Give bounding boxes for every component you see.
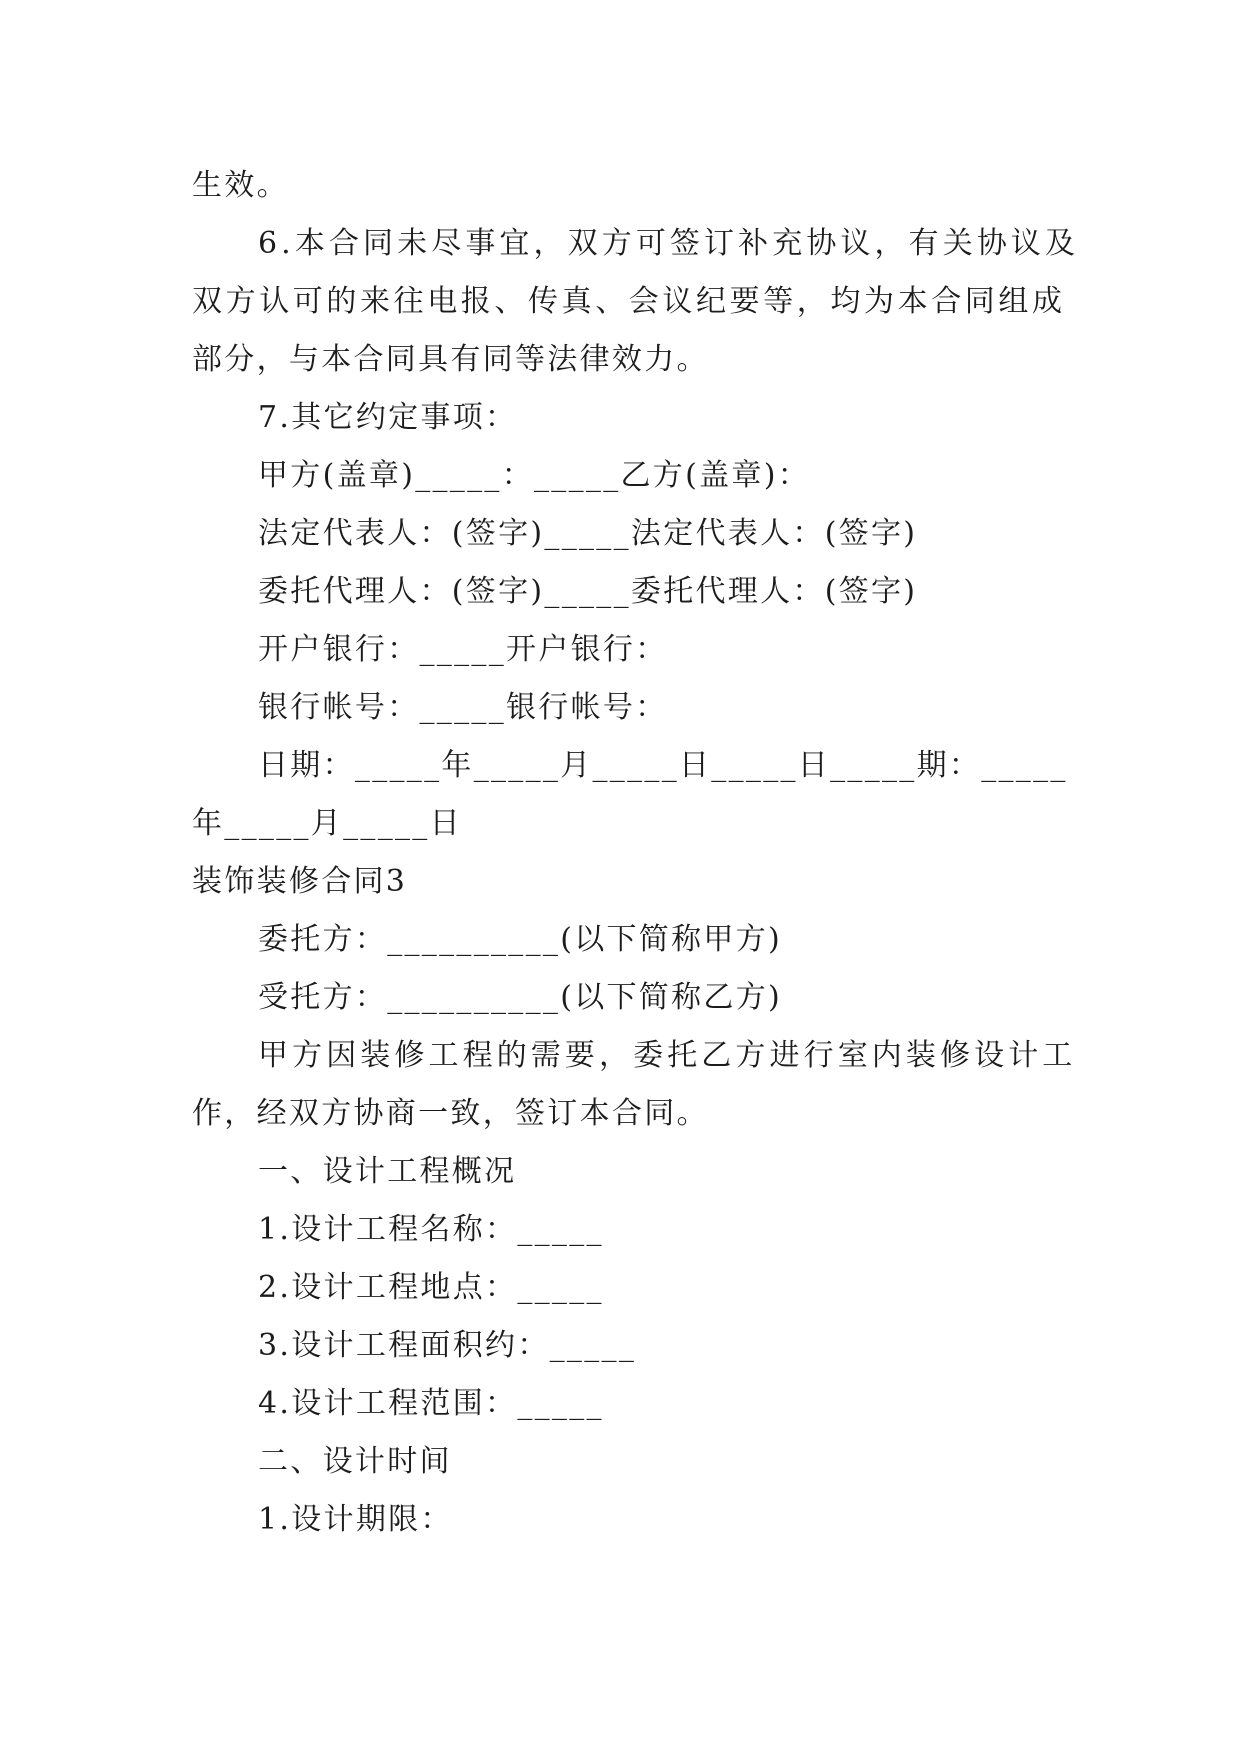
text-line: 双方认可的来往电报、传真、会议纪要等，均为本合同组成 [192,284,1066,319]
section-heading: 一、设计工程概况 [258,1154,517,1189]
text-line: 法定代表人：(签字)_____法定代表人：(签字) [258,516,918,551]
text-line: 银行帐号：_____银行帐号： [258,690,668,725]
text-line: 2.设计工程地点：_____ [258,1270,604,1305]
text-line: 生效。 [192,168,289,203]
text-line: 3.设计工程面积约：_____ [258,1328,637,1363]
text-line: 7.其它约定事项： [258,400,518,435]
text-line: 作，经双方协商一致，签订本合同。 [192,1096,709,1131]
text-line: 日期：_____年_____月_____日_____日_____期：_____ [258,748,1068,783]
text-line: 6.本合同未尽事宜，双方可签订补充协议，有关协议及 [258,226,1080,261]
text-line: 开户银行：_____开户银行： [258,632,668,667]
text-line: 受托方：__________(以下简称乙方) [258,980,783,1015]
text-line: 1.设计期限： [258,1502,453,1537]
text-line: 年_____月_____日 [192,806,462,841]
text-line: 甲方因装修工程的需要，委托乙方进行室内装修设计工 [258,1038,1077,1073]
text-line: 部分，与本合同具有同等法律效力。 [192,342,709,377]
text-line: 4.设计工程范围：_____ [258,1386,604,1421]
text-line: 甲方(盖章)_____：_____乙方(盖章)： [258,458,811,493]
text-line: 委托代理人：(签字)_____委托代理人：(签字) [258,574,918,609]
text-line: 1.设计工程名称：_____ [258,1212,604,1247]
section-heading: 二、设计时间 [258,1444,452,1479]
section-title: 装饰装修合同3 [192,864,408,899]
text-line: 委托方：__________(以下简称甲方) [258,922,783,957]
